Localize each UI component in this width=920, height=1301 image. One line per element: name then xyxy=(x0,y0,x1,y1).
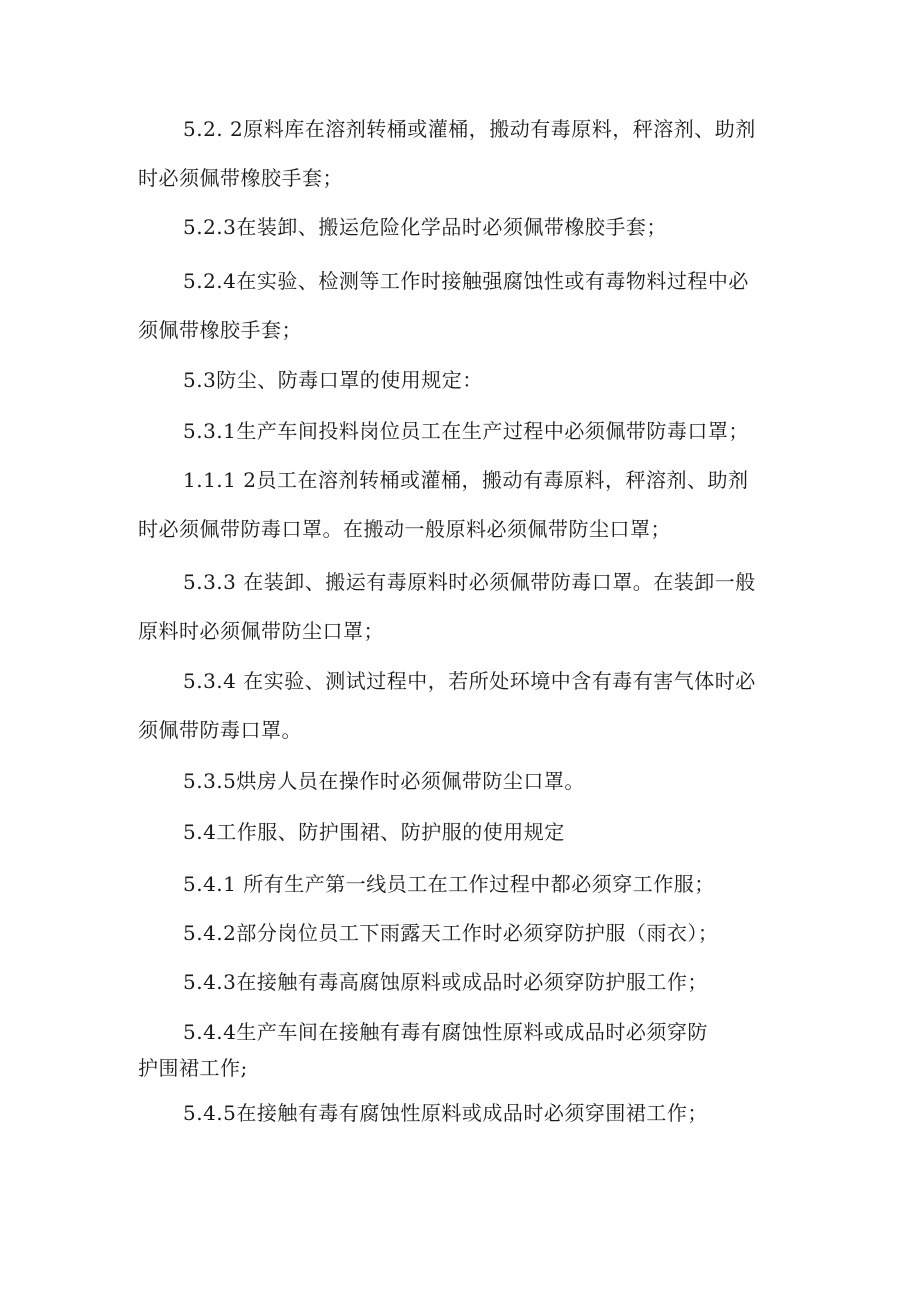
paragraph-line: 须佩带防毒口罩。 xyxy=(138,718,302,742)
paragraph-line: 5.4.1 所有生产第一线员工在工作过程中都必须穿工作服； xyxy=(183,872,715,896)
paragraph-line: 1.1.1 2员工在溶剂转桶或灌桶，搬动有毒原料，秤溶剂、助剂 xyxy=(183,468,749,492)
paragraph-line: 5.3.1生产车间投料岗位员工在生产过程中必须佩带防毒口罩； xyxy=(183,419,749,443)
paragraph-line: 5.2.3在装卸、搬运危险化学品时必须佩带橡胶手套； xyxy=(183,215,667,239)
paragraph-line: 5.4.3在接触有毒高腐蚀原料或成品时必须穿防护服工作； xyxy=(183,970,708,994)
paragraph-line: 5.4.4生产车间在接触有毒有腐蚀性原料或成品时必须穿防 xyxy=(183,1020,708,1044)
section-heading: 5.4工作服、防护围裙、防护服的使用规定 xyxy=(183,820,565,844)
paragraph-line: 5.4.2部分岗位员工下雨露天工作时必须穿防护服（雨衣）； xyxy=(183,921,719,945)
section-heading: 5.3防尘、防毒口罩的使用规定： xyxy=(183,368,483,392)
paragraph-line: 5.3.4 在实验、测试过程中，若所处环境中含有毒有害气体时必 xyxy=(183,669,756,693)
paragraph-line: 5.2.4在实验、检测等工作时接触强腐蚀性或有毒物料过程中必 xyxy=(183,269,749,293)
paragraph-line: 时必须佩带橡胶手套； xyxy=(138,166,343,190)
paragraph-line: 5.4.5在接触有毒有腐蚀性原料或成品时必须穿围裙工作； xyxy=(183,1101,708,1125)
paragraph-line: 护围裙工作; xyxy=(138,1056,248,1080)
paragraph-line: 时必须佩带防毒口罩。在搬动一般原料必须佩带防尘口罩； xyxy=(138,517,671,541)
paragraph-line: 5.3.3 在装卸、搬运有毒原料时必须佩带防毒口罩。在装卸一般 xyxy=(183,570,756,594)
paragraph-line: 原料时必须佩带防尘口罩； xyxy=(138,619,384,643)
paragraph-line: 5.2. 2原料库在溶剂转桶或灌桶，搬动有毒原料，秤溶剂、助剂 xyxy=(183,117,756,141)
paragraph-line: 须佩带橡胶手套； xyxy=(138,318,302,342)
paragraph-line: 5.3.5烘房人员在操作时必须佩带防尘口罩。 xyxy=(183,769,585,793)
